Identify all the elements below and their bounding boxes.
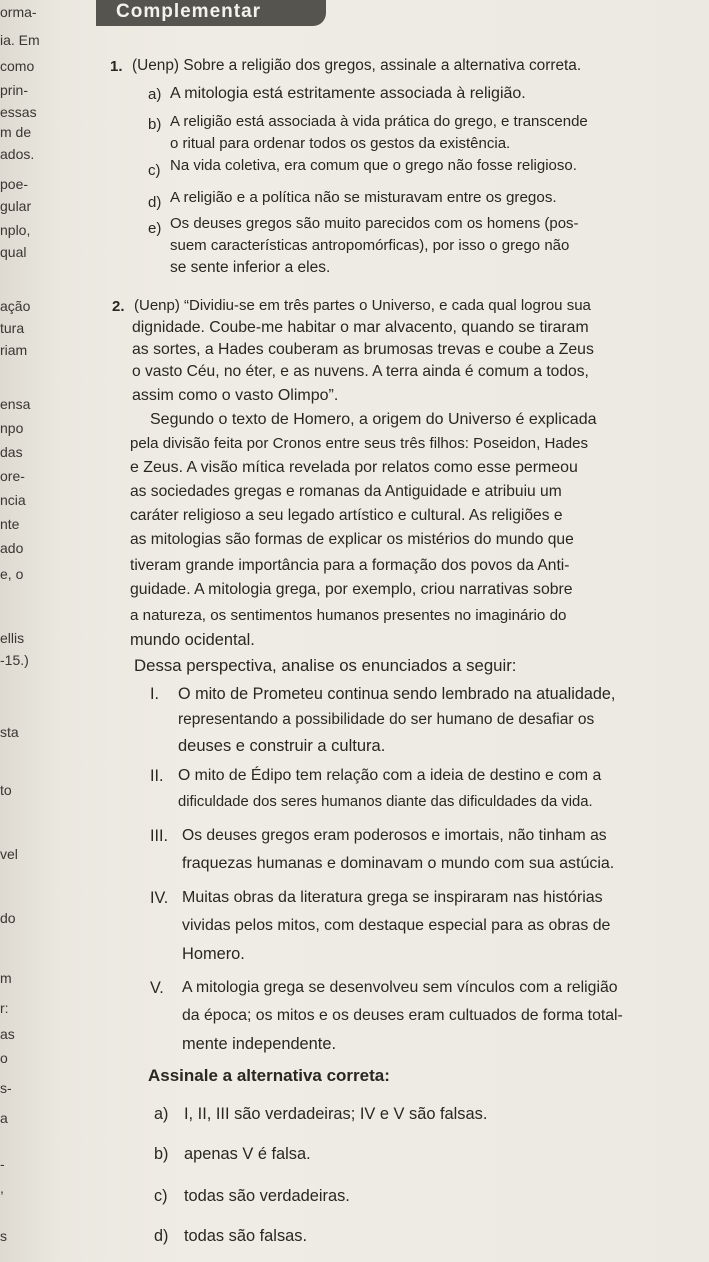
question-number: 2. (112, 298, 125, 315)
statement-line: deuses e construir a cultura. (178, 737, 386, 755)
quote-line: as sortes, a Hades couberam as brumosas trevas e coube a Zeus (132, 341, 594, 358)
margin-fragment: nte (0, 516, 20, 532)
answer-letter: c) (154, 1187, 168, 1205)
margin-fragment: vel (0, 846, 18, 862)
statement-line: A mitologia grega se desenvolveu sem vínculos com a religião (182, 979, 618, 996)
option-text: A religião e a política não se misturavam entre os gregos. (170, 189, 557, 206)
quote-line: assim como o vasto Olimpo”. (132, 387, 339, 404)
margin-fragment: ia. Em (0, 32, 40, 48)
statement-number: I. (150, 685, 159, 703)
option-letter: e) (148, 220, 162, 237)
option-text: A religião está associada à vida prática do grego, e transcende (170, 113, 588, 130)
quote-line: (Uenp) “Dividiu-se em três partes o Universo, e cada qual logrou sua (134, 297, 591, 314)
margin-fragment: ados. (0, 146, 35, 162)
margin-fragment: nplo, (0, 222, 31, 238)
answer-letter: a) (154, 1105, 169, 1123)
option-text: A mitologia está estritamente associada à religião. (170, 85, 526, 102)
margin-fragment: orma- (0, 4, 37, 20)
margin-fragment: , (0, 1180, 4, 1196)
section-title: Complementar (116, 1, 262, 22)
margin-fragment: prin- (0, 82, 29, 98)
statement-line: O mito de Édipo tem relação com a ideia de destino e com a (178, 767, 602, 784)
margin-fragment: tura (0, 320, 25, 336)
paragraph-line: a natureza, os sentimentos humanos presentes no imaginário do (130, 607, 567, 624)
answer-letter: b) (154, 1145, 169, 1163)
option-text: Na vida coletiva, era comum que o grego não fosse religioso. (170, 157, 577, 174)
margin-fragment: das (0, 444, 23, 460)
statement-line: Muitas obras da literatura grega se inspiraram nas histórias (182, 889, 603, 906)
margin-fragment: npo (0, 420, 24, 436)
statement-number: III. (150, 827, 168, 845)
margin-fragment: como (0, 58, 35, 74)
instruction: Assinale a alternativa correta: (148, 1066, 390, 1085)
statement-number: V. (150, 979, 164, 997)
paragraph-line: Segundo o texto de Homero, a origem do Universo é explicada (150, 411, 597, 428)
statement-line: dificuldade dos seres humanos diante das dificuldades da vida. (178, 794, 593, 810)
statement-line: da época; os mitos e os deuses eram cultuados de forma total- (182, 1007, 623, 1024)
answer-text: apenas V é falsa. (184, 1145, 311, 1163)
margin-fragment: ensa (0, 396, 31, 412)
margin-fragment: do (0, 910, 16, 926)
paragraph-line: guidade. A mitologia grega, por exemplo, criou narrativas sobre (130, 581, 573, 598)
paragraph-line: e Zeus. A visão mítica revelada por relatos como esse permeou (130, 459, 578, 476)
paragraph-line: tiveram grande importância para a formação dos povos da Anti- (130, 557, 570, 574)
paragraph-line: as mitologias são formas de explicar os mistérios do mundo que (130, 531, 574, 548)
margin-fragment: r: (0, 1000, 9, 1016)
question-number: 1. (110, 58, 123, 75)
quote-line: o vasto Céu, no éter, e as nuvens. A terra ainda é comum a todos, (132, 363, 589, 380)
statement-line: Os deuses gregos eram poderosos e imortais, não tinham as (182, 827, 607, 844)
statement-number: IV. (150, 889, 169, 907)
answer-text: I, II, III são verdadeiras; IV e V são falsas. (184, 1105, 488, 1123)
statement-line: vividas pelos mitos, com destaque especial para as obras de (182, 917, 611, 934)
quote-line: dignidade. Coube-me habitar o mar alvacento, quando se tiraram (132, 319, 589, 336)
option-letter: d) (148, 194, 162, 211)
paragraph-line: as sociedades gregas e romanas da Antiguidade e atribuiu um (130, 483, 562, 500)
question-stem: (Uenp) Sobre a religião dos gregos, assinale a alternativa correta. (132, 57, 582, 74)
answer-text: todas são falsas. (184, 1227, 308, 1245)
option-letter: b) (148, 116, 162, 133)
margin-fragment: riam (0, 342, 28, 358)
paragraph-line: pela divisão feita por Cronos entre seus três filhos: Poseidon, Hades (130, 435, 589, 452)
option-letter: c) (148, 162, 161, 179)
margin-fragment: e, o (0, 566, 24, 582)
margin-fragment: -15.) (0, 652, 29, 668)
margin-fragment: essas (0, 104, 37, 120)
option-letter: a) (148, 86, 162, 103)
margin-fragment: to (0, 782, 12, 798)
margin-fragment: m (0, 970, 12, 986)
paragraph-line: mundo ocidental. (130, 631, 255, 649)
margin-fragment: s (0, 1228, 7, 1244)
statement-number: II. (150, 767, 164, 785)
option-text: suem características antropomórficas), por isso o grego não (170, 237, 570, 254)
margin-fragment: qual (0, 244, 27, 260)
answer-letter: d) (154, 1227, 169, 1245)
margin-fragment: as (0, 1026, 15, 1042)
margin-fragment: ellis (0, 630, 25, 646)
option-text: Os deuses gregos são muito parecidos com os homens (pos- (170, 215, 579, 232)
option-text: se sente inferior a eles. (170, 259, 331, 276)
margin-fragment: ado (0, 540, 24, 556)
margin-fragment: a (0, 1110, 8, 1126)
statement-line: Homero. (182, 945, 245, 963)
margin-fragment: sta (0, 724, 19, 740)
margin-fragment: poe- (0, 176, 29, 192)
statement-line: mente independente. (182, 1035, 337, 1053)
margin-fragment: s- (0, 1080, 12, 1096)
margin-fragment: ore- (0, 468, 25, 484)
margin-fragment: ação (0, 298, 31, 314)
statement-line: O mito de Prometeu continua sendo lembrado na atualidade, (178, 685, 616, 703)
option-text: o ritual para ordenar todos os gestos da existência. (170, 135, 511, 152)
margin-fragment: ncia (0, 492, 26, 508)
statement-line: representando a possibilidade do ser humano de desafiar os (178, 711, 595, 728)
paragraph-line: caráter religioso a seu legado artístico e cultural. As religiões e (130, 507, 563, 524)
margin-fragment: o (0, 1050, 8, 1066)
statement-line: fraquezas humanas e dominavam o mundo com sua astúcia. (182, 855, 615, 872)
section-header (96, 0, 326, 26)
analysis-prompt: Dessa perspectiva, analise os enunciados a seguir: (134, 656, 517, 675)
margin-fragment: gular (0, 198, 32, 214)
margin-fragment: - (0, 1156, 5, 1172)
answer-text: todas são verdadeiras. (184, 1187, 350, 1205)
margin-fragment: m de (0, 124, 32, 140)
